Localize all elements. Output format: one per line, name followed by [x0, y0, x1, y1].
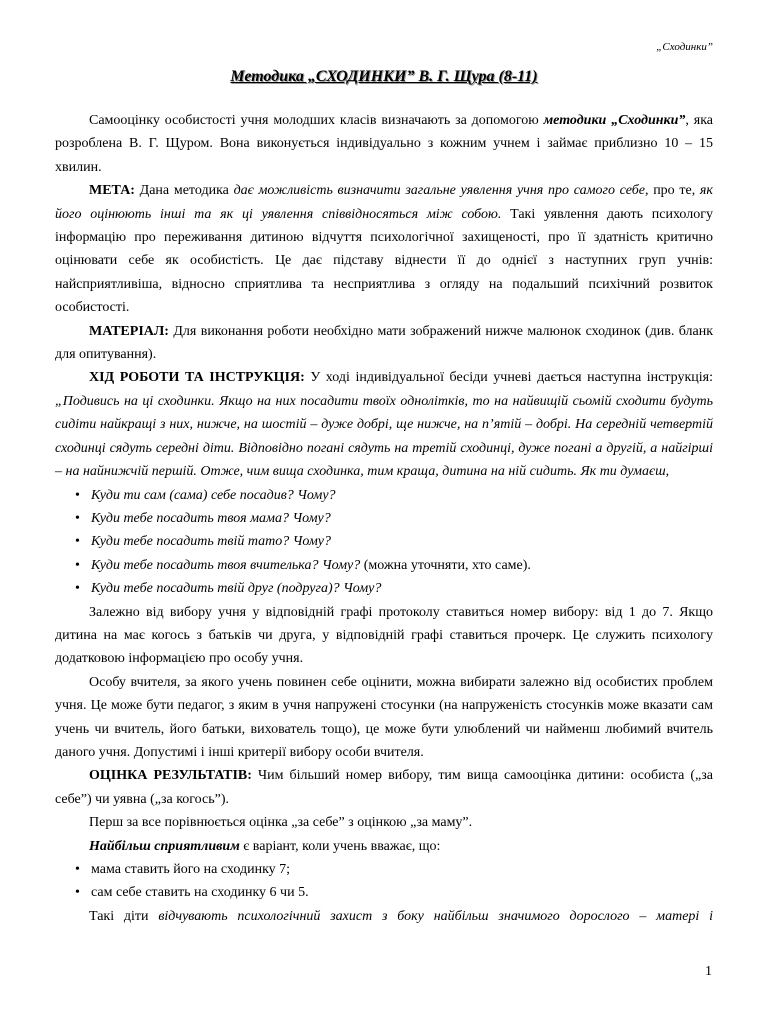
goal-text-3: Такі уявлення дають психологу інформацію про переживання дитиною відчуття психологічної захищеності, про її здатність критично оцінювати себе як особистість. Це дає підставу віднести її до однієї з наступних груп учнів: найсприятливіша, відносно сприятлива та несприятлива з огляду на подальший психічний розвиток особистості.	[55, 206, 713, 316]
question-list	[55, 484, 713, 601]
intro-text-end: , яка розроблена В. Г. Щуром. Вона виконується індивідуально з кожним учнем і займає приблизно 10 – 15 хвилин.	[55, 113, 714, 175]
page-number: 1	[705, 964, 712, 979]
goal-text: Дана методика	[134, 183, 234, 199]
question-text: Куди тебе посадить твоя вчителька? Чому?	[91, 557, 361, 573]
evaluation-text: Чим більший номер вибору, тим вища самооцінка дитини: особиста („за себе”) чи уявна („за когось”).	[55, 768, 713, 807]
question-note: (можна уточняти, хто саме).	[360, 557, 531, 573]
goal-label: МЕТА:	[89, 183, 135, 199]
closing-text: Такі діти	[89, 908, 159, 924]
material-text: Для виконання роботи необхідно мати зображений нижче малюнок сходинок (див. бланк для опитування).	[55, 323, 713, 363]
list-item	[75, 577, 713, 600]
list-item	[75, 507, 713, 530]
material-paragraph	[55, 320, 713, 367]
closing-emphasis: відчувають психологічний захист з боку найбільш значимого дорослого – матері і	[158, 908, 713, 924]
procedure-text: У ході індивідуальної бесіди учневі дається наступна інструкція:	[304, 370, 713, 386]
question-text: Куди тебе посадить твій друг (подруга)? Чому?	[91, 581, 382, 597]
protocol-paragraph: Залежно від вибору учня у відповідній графі протоколу ставиться номер вибору: від 1 до 7. Якщо дитина на має когось з батьків чи друга, у відповідній графі ставиться прочерк. Це служить психологу додатковою інформацією про особу учня.	[55, 604, 713, 667]
favorable-list	[55, 858, 713, 905]
question-text: Куди тебе посадить твій тато? Чому?	[91, 534, 331, 550]
running-header: „Сходинки”	[656, 41, 713, 53]
favorable-item: мама ставить його на сходинку 7;	[91, 862, 291, 877]
procedure-paragraph	[55, 366, 713, 483]
goal-text-2: , про те,	[644, 183, 700, 199]
goal-emphasis: дає можливість визначити загальне уявлення учня про самого себе	[233, 183, 645, 199]
evaluation-label: ОЦІНКА РЕЗУЛЬТАТІВ:	[89, 768, 252, 784]
list-item	[75, 530, 713, 553]
list-item	[75, 554, 713, 577]
list-item	[75, 881, 713, 904]
favorable-text: є варіант, коли учень вважає, що:	[239, 838, 441, 854]
procedure-label: ХІД РОБОТИ ТА ІНСТРУКЦІЯ:	[89, 370, 305, 386]
material-label: МАТЕРІАЛ:	[89, 323, 169, 339]
intro-text: Самооцінку особистості учня молодших класів визначають за допомогою	[89, 113, 544, 128]
question-text: Куди тебе посадить твоя мама? Чому?	[91, 510, 331, 526]
page-title: Методика „СХОДИНКИ” В. Г. Щура (8-11)	[230, 68, 538, 85]
question-text: Куди ти сам (сама) себе посадив? Чому?	[91, 487, 336, 503]
list-item	[75, 858, 713, 881]
document-body	[55, 109, 713, 928]
goal-paragraph	[55, 179, 713, 319]
evaluation-paragraph	[55, 764, 713, 811]
teacher-paragraph: Особу вчителя, за якого учень повинен себе оцінити, можна вибирати залежно від особистих проблем учня. Це може бути педагог, з яким в учня напружені стосунки (на напруженість стосунків може вказати сам учень чи вчитель, його батьки, вихователь тощо), це може бути улюблений чи найменш любимий вчитель даного учня. Допустимі і інші критерії вибору особи вчителя.	[55, 674, 713, 760]
closing-paragraph	[55, 905, 713, 928]
instruction-text: „Подивись на ці сходинки. Якщо на них посадити твоїх однолітків, то на найвищій сьомій сходити будуть сидіти найкращі з них, нижче, на шостій – дуже добрі, ще нижче, на п’ятій – добрі. На середній четвертій сходинці сядуть середні діти. Відповідно погані сядуть на третій сходинці, дуже погані а другій, а найгірші – на найнижчій першій. Отже, чим вища сходинка, тим краща, дитина на ній сидить. Як ти думаєш,	[55, 393, 713, 480]
goal-emphasis-2: як його оцінюють інші та як ці уявлення співвідносяться між собою.	[55, 183, 713, 222]
favorable-item: сам себе ставить на сходинку 6 чи 5.	[91, 885, 309, 901]
favorable-label: Найбільш сприятливим	[89, 838, 240, 854]
favorable-paragraph	[55, 835, 713, 858]
compare-paragraph: Перш за все порівнюється оцінка „за себе” з оцінкою „за маму”.	[89, 815, 473, 831]
intro-paragraph	[55, 109, 713, 179]
list-item	[75, 484, 713, 507]
method-name: методики „Сходинки”	[543, 113, 686, 128]
